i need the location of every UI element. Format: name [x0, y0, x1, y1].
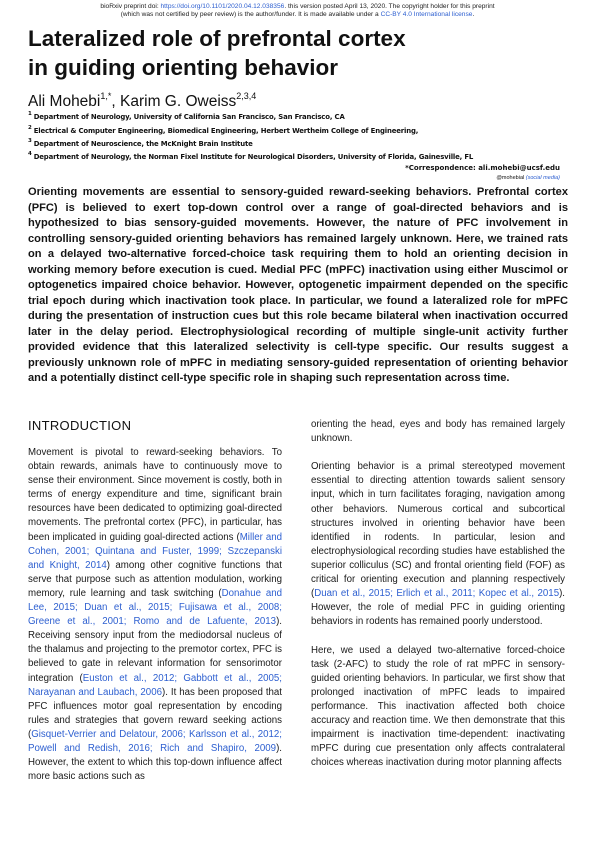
title-line-2: in guiding orienting behavior: [28, 55, 338, 80]
paragraph: [28, 446, 282, 784]
license-link[interactable]: CC-BY 4.0 International license: [380, 11, 473, 18]
author-name: Karim G. Oweiss: [120, 93, 237, 110]
body-text: Movement is pivotal to reward-seeking behaviors. To obtain rewards, animals have to continuously move to sense their environment. Since movement is costly, both in terms of energy expenditure and time, significant brain resources have been dedicated to optimizing goal-directed movements. The prefrontal cortex (PFC), in particular, has been implicated in guiding goal-directed actions (: [28, 447, 282, 543]
handle-note: (social media): [525, 175, 560, 181]
paragraph: Here, we used a delayed two-alternative forced-choice task (2-AFC) to study the role of rat mPFC in sensory-guided orienting behaviors. In particular, we first show that prolonged inactivation of mPFC leads to impaired performance. This inactivation affected both choice accuracy and reaction time. We then demonstrate that this impairment is inactivation time-dependent: inactivating mPFC during cue presentation only affects contralateral choices whereas inactivation during motor planning affects: [311, 644, 565, 769]
paragraph-gap: [311, 629, 565, 643]
author-separator: ,: [111, 93, 121, 110]
citation-link[interactable]: Gisquet-Verrier and Delatour, 2006; Karlsson et al., 2012; Powell and Redish, 2016; Rich and Shapiro, 2009: [28, 728, 282, 754]
affiliation-number: 2: [28, 125, 32, 131]
paper-title: [28, 24, 568, 82]
right-column: [311, 418, 565, 770]
left-column: [28, 446, 282, 784]
affiliation-3: [28, 137, 568, 149]
affiliation-1: [28, 110, 568, 122]
doi-link[interactable]: https://doi.org/10.1101/2020.04.12.038356: [160, 3, 285, 10]
section-heading: INTRODUCTION: [28, 418, 132, 433]
social-handle: [496, 175, 560, 182]
affiliation-text: Electrical & Computer Engineering, Biomedical Engineering, Herbert Wertheim College of Engineering,: [33, 127, 419, 135]
affiliation-number: 1: [28, 111, 32, 117]
preprint-notice-text: . this version posted April 13, 2020. The copyright holder for this preprint: [284, 3, 495, 10]
author-list: [28, 86, 256, 112]
affiliation-text: Department of Neurology, University of California San Francisco, San Francisco, CA: [33, 113, 345, 121]
preprint-notice-text: .: [472, 11, 475, 18]
affiliation-2: [28, 124, 568, 136]
preprint-notice: [0, 3, 595, 19]
affiliation-number: 3: [28, 138, 32, 144]
citation-link[interactable]: Donahue and Lee, 2015; Duan et al., 2015; Fujisawa et al., 2008; Greene et al., 2001; Romo and de Lafuente, 2013: [28, 587, 282, 628]
body-text: Orienting behavior is a primal stereotyped movement essential to directing attention towards salient sensory input, which in turn facilitates foraging, navigation among other behaviors. Numerous cortical and subcortical structures involved in orienting behavior have been identified in rodents. In particular, lesion and electrophysiological recording studies have established the superior colliculus (SC) and frontal orienting field (FOF) as critical for orienting execution and planning respectively (: [311, 461, 565, 600]
body-text: ) among other cognitive functions that serve that purpose such as attention modulation, working memory, rule learning and task switching (: [28, 559, 282, 599]
preprint-notice-text: (which was not certified by peer review) is the author/funder. It is made available under a: [120, 11, 381, 18]
citation-link[interactable]: Euston et al., 2012; Gabbott et al., 2005; Narayanan and Laubach, 2006: [28, 672, 282, 698]
paragraph: orienting the head, eyes and body has remained largely unknown.: [311, 419, 565, 445]
body-text: ). Receiving sensory input from the mediodorsal nucleus of the thalamus and projecting to the premotor cortex, PFC is believed to gate in relevant information for sensorimotor integration (: [28, 616, 282, 684]
citation-link[interactable]: Duan et al., 2015; Erlich et al., 2011; Kopec et al., 2015: [314, 588, 560, 600]
preprint-notice-text: bioRxiv preprint doi:: [100, 3, 161, 10]
affiliation-text: Department of Neurology, the Norman Fixel Institute for Neurological Disorders, University of Florida, Gainesville, FL: [33, 153, 474, 161]
correspondence: *Correspondence: ali.mohebi@ucsf.edu: [405, 164, 560, 172]
author-superscript: 2,3,4: [236, 91, 257, 101]
citation-link[interactable]: Miller and Cohen, 2001; Quintana and Fuster, 1999; Szczepanski and Knight, 2014: [28, 531, 282, 571]
title-line-1: Lateralized role of prefrontal cortex: [28, 26, 406, 51]
abstract: Orienting movements are essential to sensory-guided reward-seeking behaviors. Prefrontal cortex (PFC) is believed to exert top-down control over a range of goal-directed behaviors and is hypothesized to bias sensory-guided movements. However, the nature of PFC involvement in controlling sensory-guided orienting behaviors has remained largely unknown. Here, we trained rats on a delayed two-alternative forced-choice task requiring them to hold an orienting decision in working memory before execution is cued. Medial PFC (mPFC) inactivation using either Muscimol or optogenetics impaired choice behavior. However, optogenetic impairment depended on the specific trial epoch during which inactivation took place. In particular, we found a lateralized role for mPFC during the presentation of instruction cues but this role became bilateral when inactivation occurred later in the delay period. Electrophysiological recording of multiple single-unit activity further provided evidence that this lateralized selectivity is cell-type specific. Our results suggest a previously unknown role of mPFC in mediating sensory-guided representation of orienting behavior and a potentially distinct cell-type specific role in shaping such representation across time.: [28, 186, 568, 384]
paragraph: [311, 460, 565, 629]
body-text: ). It has been proposed that PFC influences motor goal representation by encoding rules and strategies that govern reward seeking actions (: [28, 686, 282, 740]
paragraph-gap: [311, 446, 565, 460]
author-superscript: 1,*: [100, 91, 112, 101]
affiliation-4: [28, 150, 568, 162]
author-name: Ali Mohebi: [28, 93, 101, 110]
handle-text: @mohebial: [496, 175, 525, 181]
body-text: ). However, the role of medial PFC in guiding orienting behaviors in rodents has remained poorly understood.: [311, 588, 565, 628]
affiliation-text: Department of Neuroscience, the McKnight Brain Institute: [33, 140, 253, 148]
affiliation-number: 4: [28, 151, 32, 157]
body-text: ). However, the extent to which this top-down influence affect more basic actions such as: [28, 742, 282, 783]
